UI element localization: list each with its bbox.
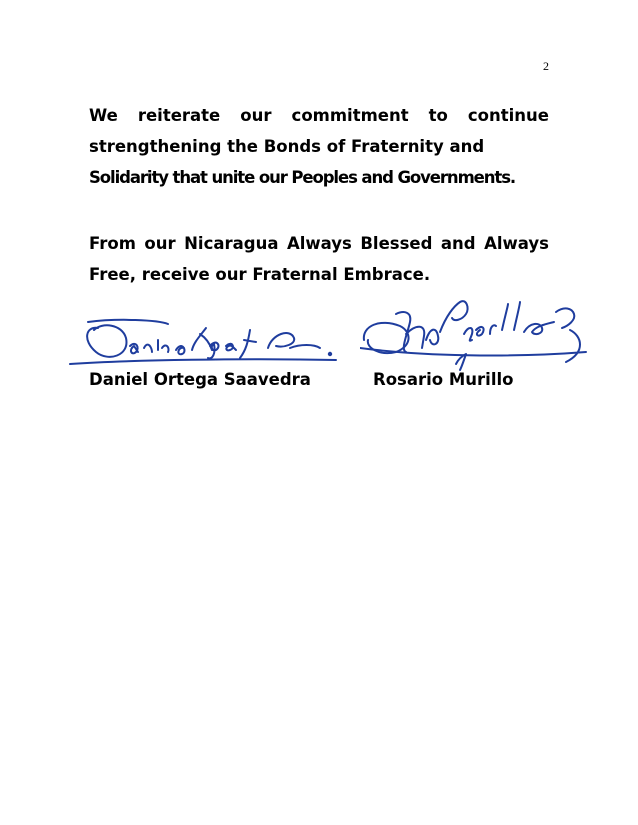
- signer-name-right: Rosario Murillo: [373, 370, 514, 389]
- rosario-murillo-signature: [360, 290, 592, 380]
- commitment-text: We reiterate our commitment to continue strengthening the Bonds of Fraternity and: [89, 106, 549, 156]
- page-number: 2: [543, 59, 549, 73]
- commitment-paragraph: [89, 100, 549, 193]
- closing-paragraph: From our Nicaragua Always Blessed and Always Free, receive our Fraternal Embrace.: [89, 234, 549, 284]
- signer-name-left: Daniel Ortega Saavedra: [89, 370, 311, 389]
- daniel-ortega-signature: [68, 314, 340, 370]
- commitment-text-last-line: Solidarity that unite our Peoples and Governments.: [89, 168, 516, 187]
